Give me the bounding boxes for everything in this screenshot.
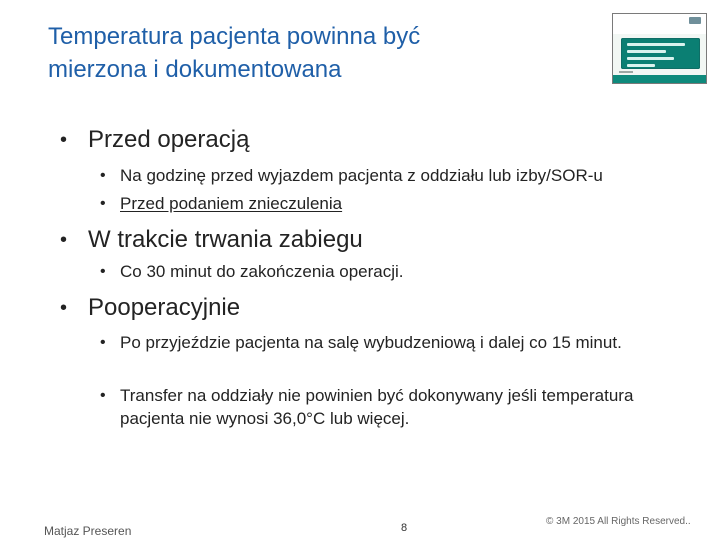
slide-title-line-2: mierzona i dokumentowana xyxy=(48,56,342,83)
section-label-postoperative: Pooperacyjnie xyxy=(88,294,241,321)
bullet-icon: • xyxy=(60,297,68,319)
section-label-during-procedure: W trakcie trwania zabiegu xyxy=(88,226,363,253)
item-before-anesthesia: Przed podaniem znieczulenia xyxy=(120,194,343,213)
bullet-icon: • xyxy=(100,387,106,404)
item-transfer-temperature-condition: Transfer na oddziały nie powinien być dokonywany jeśli temperatura pacjenta nie wynosi 36,0°C lub więcej. xyxy=(120,386,634,428)
item-before-departure: Na godzinę przed wyjazdem pacjenta z oddziału lub izby/SOR-u xyxy=(120,166,603,185)
bullet-icon: • xyxy=(100,334,106,351)
bullet-icon: • xyxy=(100,263,106,280)
slide-title-line-1: Temperatura pacjenta powinna być xyxy=(48,23,421,50)
item-after-arrival-recovery-room: Po przyjeździe pacjenta na salę wybudzeniową i dalej co 15 minut. xyxy=(120,333,622,352)
bullet-icon: • xyxy=(60,129,68,151)
bullet-icon: • xyxy=(100,167,106,184)
footer-copyright: © 3M 2015 All Rights Reserved.. xyxy=(546,516,691,527)
bullet-icon: • xyxy=(60,229,68,251)
footer-author: Matjaz Preseren xyxy=(44,524,132,538)
section-label-before-operation: Przed operacją xyxy=(88,126,250,153)
item-every-30-minutes: Co 30 minut do zakończenia operacji. xyxy=(120,262,404,281)
bullet-icon: • xyxy=(100,195,106,212)
footer-page-number: 8 xyxy=(401,522,408,534)
